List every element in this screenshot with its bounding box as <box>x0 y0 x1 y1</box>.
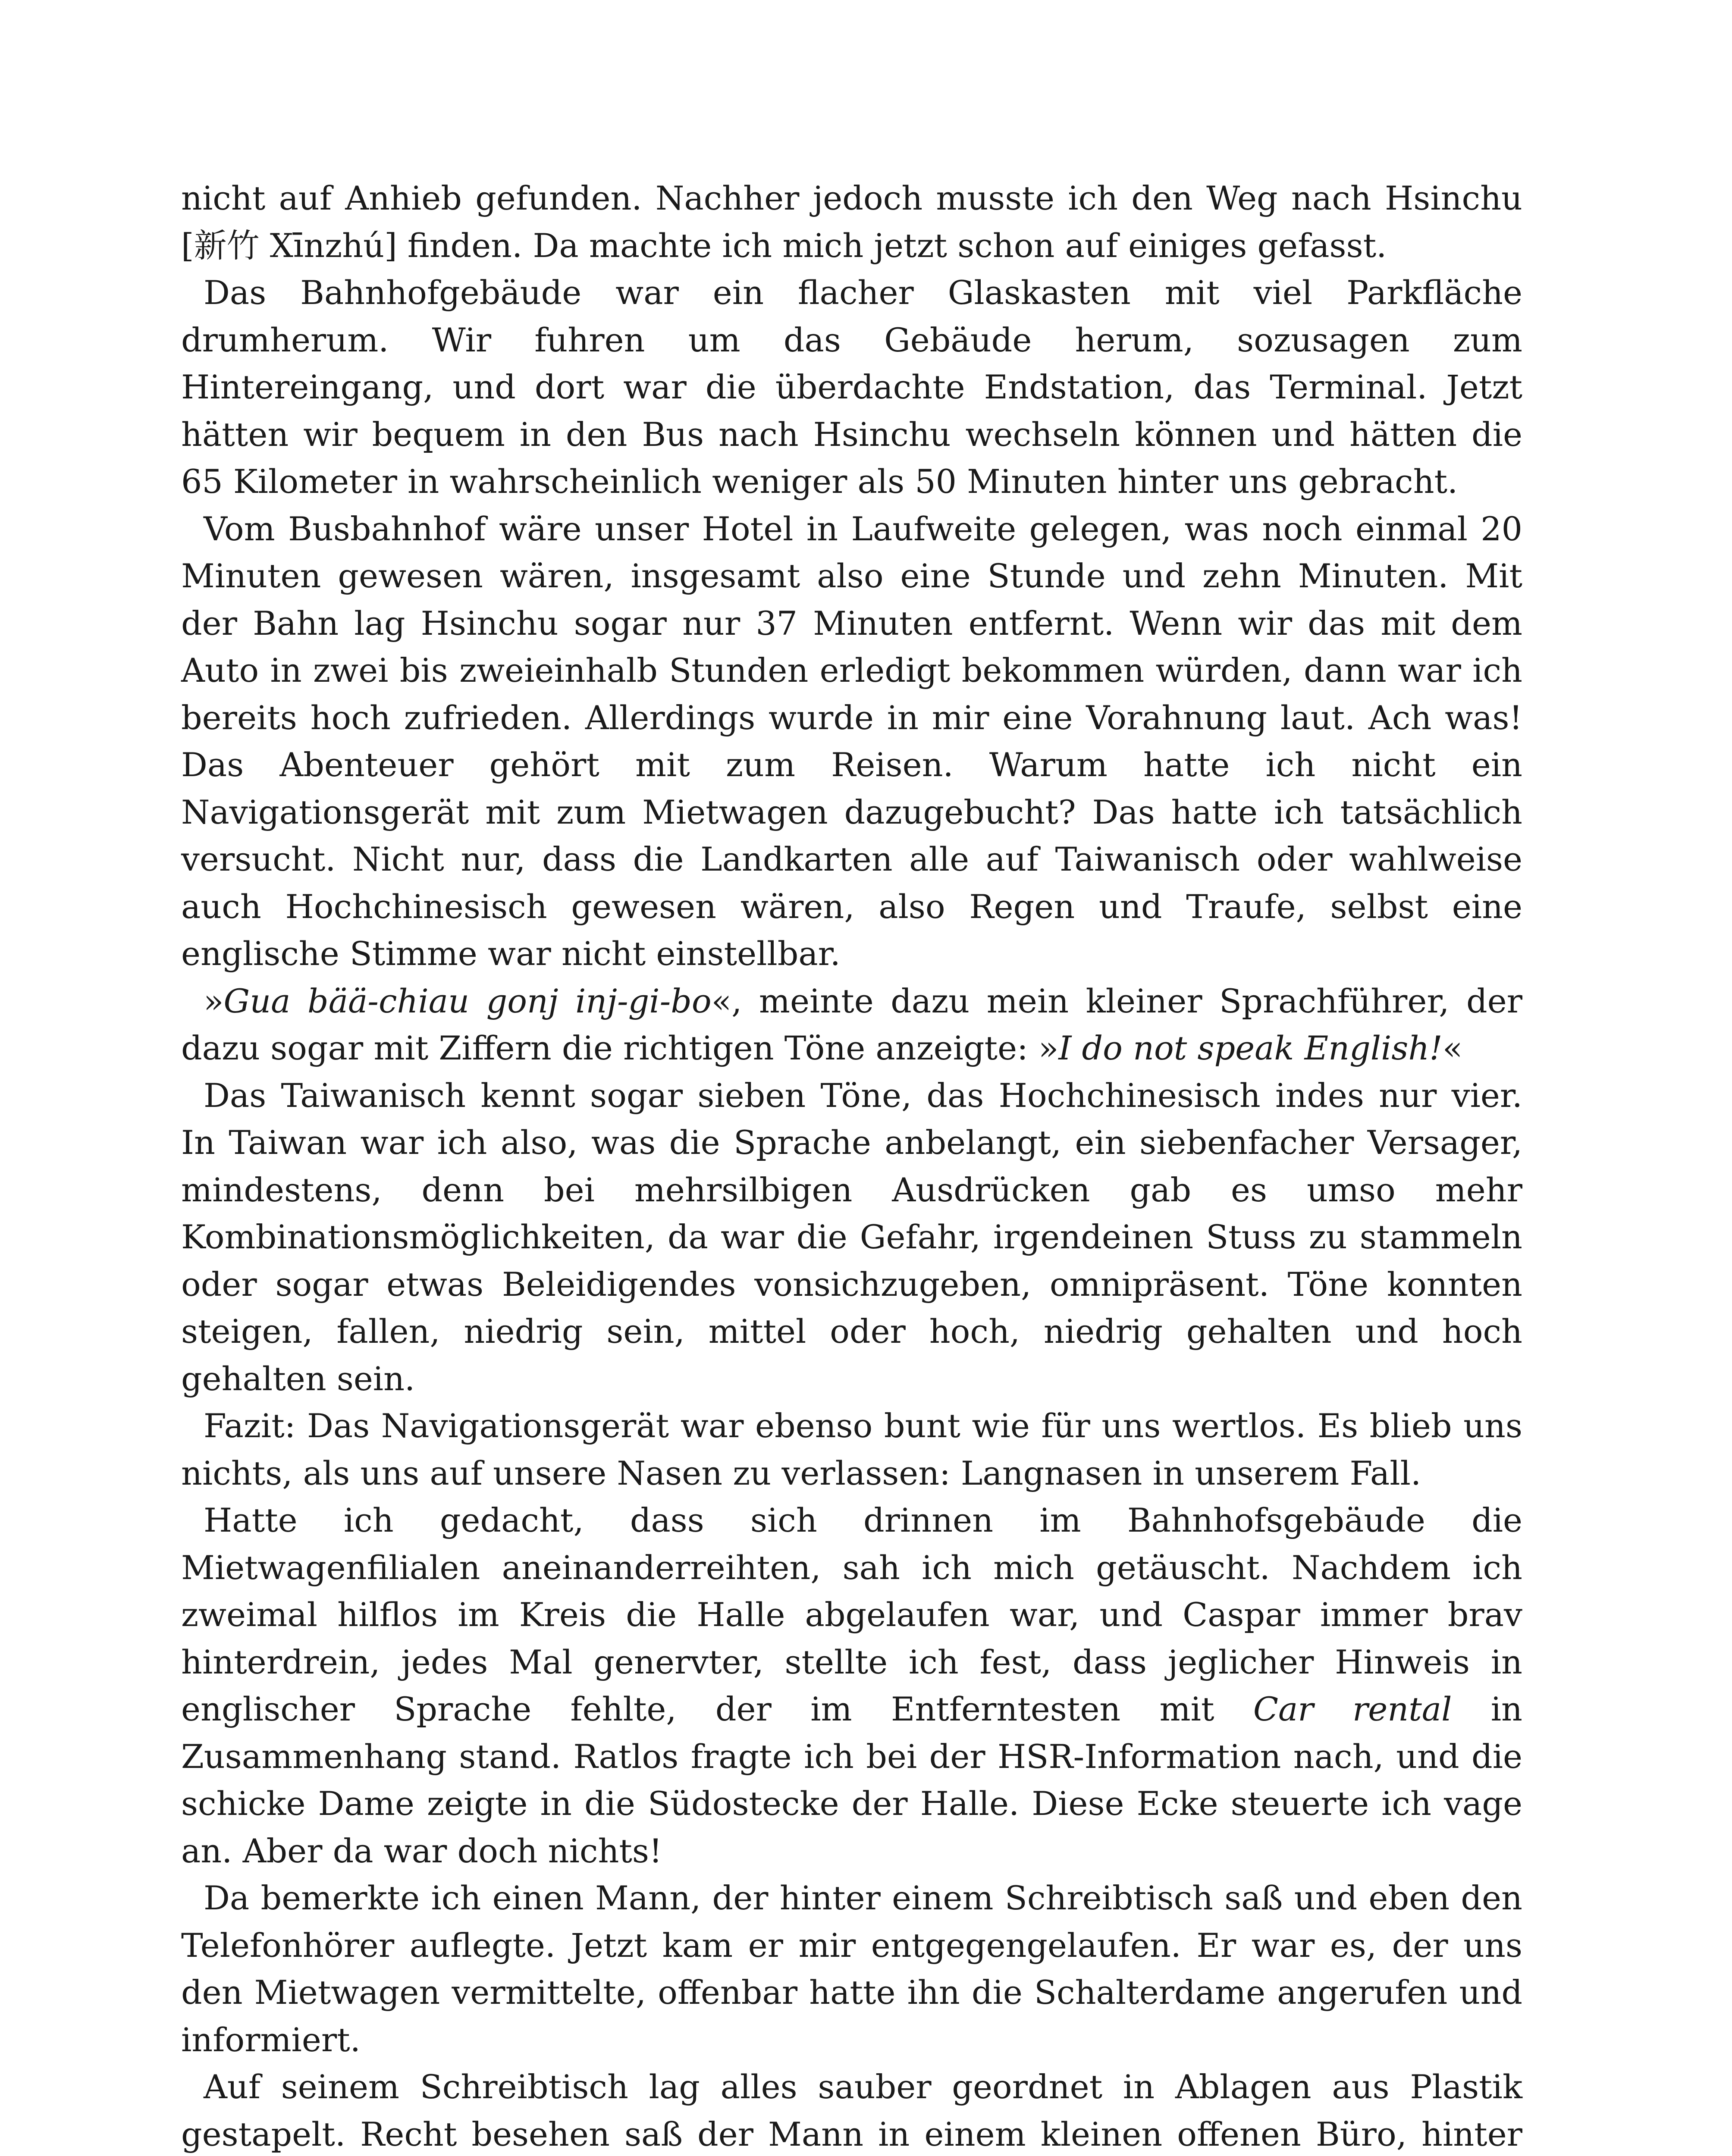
text-run: » <box>204 981 224 1020</box>
paragraph <box>181 1874 1522 2063</box>
text-run: Das Bahnhofgebäude war ein flacher Glaskasten mit viel Parkfläche drumherum. Wir fuhren um das Gebäude herum, sozusagen zum Hintereingang, und dort war die überdachte Endstation, das Terminal. Jetzt hätten wir bequem in den Bus nach Hsinchu wechseln können und hätten die 65 Kilometer in wahrscheinlich weniger als 50 Minuten hinter uns gebracht. <box>181 273 1522 501</box>
italic-text: Gua bää-chiau gonj inj-gi-bo <box>223 981 712 1020</box>
paragraph <box>181 269 1522 505</box>
text-run: Das Taiwanisch kennt sogar sieben Töne, das Hochchinesisch indes nur vier. In Taiwan war ich also, was die Sprache anbelangt, ein siebenfacher Versager, mindestens, denn bei mehrsilbigen Ausdrücken gab es umso mehr Kombinationsmöglichkeiten, da war die Gefahr, irgendeinen Stuss zu stammeln oder sogar etwas Beleidigendes vonsichzugeben, omnipräsent. Töne konnten steigen, fallen, niedrig sein, mittel oder hoch, niedrig gehalten und hoch gehalten sein. <box>181 1076 1522 1398</box>
paragraph <box>181 175 1522 269</box>
paragraph <box>181 1402 1522 1497</box>
text-run: Vom Busbahnhof wäre unser Hotel in Laufweite gelegen, was noch einmal 20 Minuten gewesen wären, insgesamt also eine Stunde und zehn Minuten. Mit der Bahn lag Hsinchu sogar nur 37 Minuten entfernt. Wenn wir das mit dem Auto in zwei bis zweieinhalb Stunden erledigt bekommen würden, dann war ich bereits hoch zufrieden. Allerdings wurde in mir eine Vorahnung laut. Ach was! Das Abenteuer gehört mit zum Reisen. Warum hatte ich nicht ein Navigationsgerät mit zum Mietwagen dazugebucht? Das hatte ich tatsächlich versucht. Nicht nur, dass die Landkarten alle auf Taiwanisch oder wahlweise auch Hochchinesisch gewesen wären, also Regen und Traufe, selbst eine englische Stimme war nicht einstellbar. <box>181 509 1522 973</box>
paragraph <box>181 1497 1522 1874</box>
text-run: Da bemerkte ich einen Mann, der hinter einem Schreibtisch saß und eben den Telefonhörer auflegte. Jetzt kam er mir entgegengelaufen. Er war es, der uns den Mietwagen vermittelte, offenbar hatte ihn die Schalterdame angerufen und informiert. <box>181 1879 1522 2059</box>
body-text <box>181 175 1522 2156</box>
text-run: Hatte ich gedacht, dass sich drinnen im Bahnhofsgebäude die Mietwagenfilialen aneinanderreihten, sah ich mich getäuscht. Nachdem ich zweimal hilflos im Kreis die Halle abgelaufen war, und Caspar immer brav hinterdrein, jedes Mal genervter, stellte ich fest, dass jeglicher Hinweis in englischer Sprache fehlte, der im Entferntesten mit <box>181 1501 1522 1728</box>
paragraph <box>181 1072 1522 1403</box>
text-run: in Zusammenhang stand. Ratlos fragte ich bei der HSR-Information nach, und die schicke Dame zeigte in die Südostecke der Halle. Diese Ecke steuerte ich vage an. Aber da war doch nichts! <box>181 1690 1522 1870</box>
italic-text: I do not speak English! <box>1058 1029 1443 1067</box>
text-run: Auf seinem Schreibtisch lag alles sauber geordnet in Ablagen aus Plastik gestapelt. Recht besehen saß der Mann in einem kleinen offenen Büro, hinter <box>181 2068 1522 2153</box>
text-run: Fazit: Das Navigationsgerät war ebenso bunt wie für uns wertlos. Es blieb uns nichts, als uns auf unsere Nasen zu verlassen: Langnasen in unserem Fall. <box>181 1407 1522 1492</box>
text-run: nicht auf Anhieb gefunden. Nachher jedoch musste ich den Weg nach Hsinchu [新竹 Xīnzhú] finden. Da machte ich mich jetzt schon auf einiges gefasst. <box>181 179 1522 265</box>
paragraph <box>181 505 1522 978</box>
paragraph <box>181 978 1522 1072</box>
text-run: «, meinte dazu mein kleiner Sprachführer, der dazu sogar mit Ziffern die richtigen Töne anzeigte: » <box>181 981 1522 1067</box>
italic-text: Car rental <box>1253 1690 1452 1728</box>
text-run: « <box>1442 1029 1463 1067</box>
paragraph <box>181 2063 1522 2156</box>
